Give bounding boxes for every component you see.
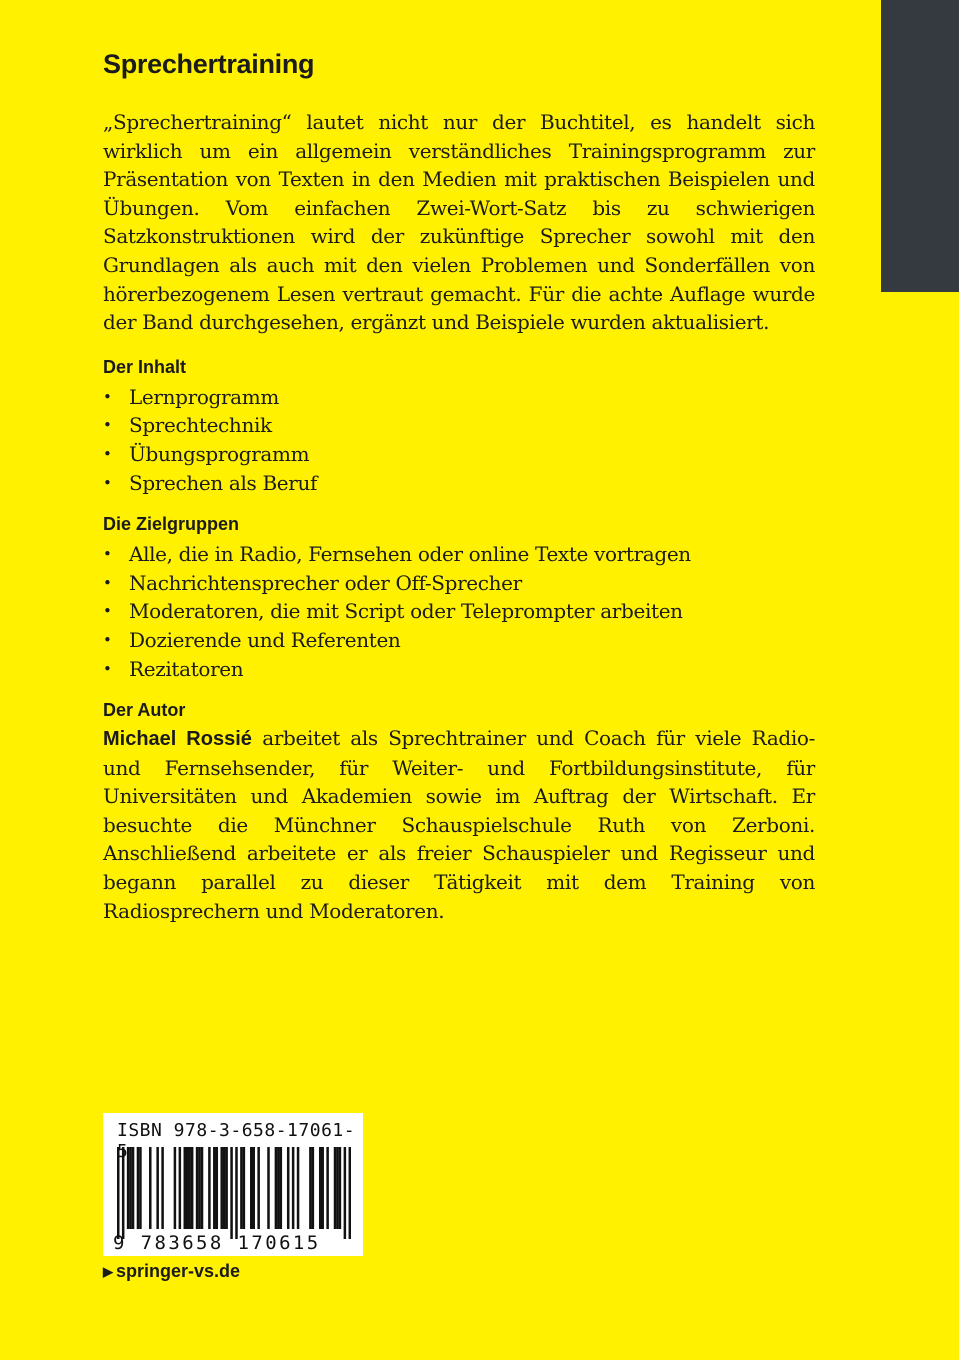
barcode-bar <box>235 1147 238 1239</box>
barcode-bar <box>225 1147 228 1229</box>
barcode-bars <box>117 1147 351 1239</box>
barcode-bar <box>156 1147 159 1229</box>
list-item: • Dozierende und Referenten <box>103 626 815 655</box>
author-bio: arbeitet als Sprechtrainer und Coach für viele Radio- und Fernsehsender, für Weiter- und Fortbildungsinstitute, für Universitäten und Akademien sowie im Auftrag der Wirtschaft. Er besuchte die Münchner Schauspielschule Ruth von Zerboni. Anschließend arbeitete er als freier Schauspieler und Regisseur und begann parallel zu dieser Tätigkeit mit dem Training von Radiosprechern und Moderatoren. <box>103 726 815 923</box>
barcode-bar <box>292 1147 295 1229</box>
barcode-bar <box>184 1147 187 1229</box>
barcode-bar <box>321 1147 324 1229</box>
barcode-bar <box>250 1147 253 1229</box>
zielgruppen-heading: Die Zielgruppen <box>103 514 240 535</box>
barcode-bar <box>230 1147 233 1239</box>
barcode-bar <box>339 1147 342 1229</box>
barcode-bar <box>127 1147 130 1229</box>
list-item: • Alle, die in Radio, Fernsehen oder online Texte vortragen <box>103 540 815 569</box>
barcode-bar <box>257 1147 260 1229</box>
barcode-bar <box>117 1147 120 1239</box>
barcode-bar <box>287 1147 290 1229</box>
barcode-bar <box>208 1147 211 1229</box>
barcode-bar <box>220 1147 223 1229</box>
barcode-bar <box>309 1147 312 1229</box>
side-band <box>881 0 959 292</box>
back-cover-content <box>103 46 815 925</box>
barcode-bar <box>240 1147 243 1229</box>
barcode-bar <box>267 1147 270 1229</box>
barcode-bar <box>122 1147 125 1239</box>
author-paragraph <box>103 724 815 925</box>
barcode-bar <box>349 1147 351 1239</box>
barcode-bar <box>174 1147 177 1229</box>
barcode-bar <box>179 1147 182 1229</box>
barcode-bar <box>252 1147 255 1229</box>
inhalt-list <box>103 383 815 497</box>
list-item: • Übungsprogramm <box>103 440 815 469</box>
barcode-bar <box>186 1147 189 1229</box>
list-item: • Rezitatoren <box>103 655 815 684</box>
barcode-bar <box>243 1147 246 1229</box>
isbn-label: ISBN 978-3-658-17061- <box>117 1120 356 1141</box>
barcode-bar <box>191 1147 194 1229</box>
barcode-bar <box>196 1147 199 1229</box>
barcode-bar <box>326 1147 329 1229</box>
barcode-bar <box>334 1147 337 1229</box>
list-item: • Sprechen als Beruf <box>103 469 815 498</box>
isbn-barcode <box>103 1113 363 1256</box>
barcode-bar <box>198 1147 201 1229</box>
barcode-bar <box>223 1147 226 1229</box>
barcode-bar <box>137 1147 140 1229</box>
barcode-bar <box>297 1147 300 1229</box>
barcode-bar <box>149 1147 152 1229</box>
barcode-bar <box>129 1147 132 1229</box>
barcode-bar <box>344 1147 347 1239</box>
barcode-bar <box>336 1147 339 1229</box>
author-name: Michael Rossié <box>103 728 252 751</box>
zielgruppen-list <box>103 540 815 683</box>
book-title: Sprechertraining <box>103 49 315 79</box>
list-item: • Sprechtechnik <box>103 411 815 440</box>
barcode-bar <box>216 1147 219 1229</box>
barcode-bar <box>201 1147 204 1229</box>
inhalt-heading: Der Inhalt <box>103 356 187 377</box>
barcode-bar <box>213 1147 216 1229</box>
barcode-bar <box>277 1147 280 1229</box>
barcode-bar <box>280 1147 283 1229</box>
barcode-bar <box>312 1147 315 1229</box>
intro-paragraph: „Sprechertraining“ lautet nicht nur der Buchtitel, es handelt sich wirklich um ein allgemein verständliches Trainingsprogramm zur Präsentation von Texten in den Medien mit praktischen Beispielen und Übungen. Vom einfachen Zwei-Wort-Satz bis zu schwierigen Satzkonstruktionen wird der zukünftige Sprecher sowohl mit den Grundlagen als auch mit den vielen Problemen und Sonderfällen von hörerbezogenem Lesen vertraut gemacht. Für die achte Auflage wurde der Band durchgesehen, ergänzt und Beispiele wurden aktualisiert. <box>103 110 815 335</box>
barcode-bar <box>132 1147 135 1229</box>
list-item: • Nachrichtensprecher oder Off-Sprecher <box>103 569 815 598</box>
list-item: • Moderatoren, die mit Script oder Teleprompter arbeiten <box>103 597 815 626</box>
arrow-right-icon: ▶ <box>103 1263 113 1279</box>
autor-heading: Der Autor <box>103 700 186 721</box>
ean-digits: 9 783658 170615 <box>113 1232 321 1254</box>
publisher-link-label: springer-vs.de <box>116 1261 241 1281</box>
barcode-bar <box>319 1147 322 1229</box>
barcode-bar <box>139 1147 142 1229</box>
list-item: • Lernprogramm <box>103 383 815 412</box>
barcode-bar <box>188 1147 191 1229</box>
barcode-bar <box>275 1147 278 1229</box>
barcode-bar <box>161 1147 164 1229</box>
publisher-link[interactable] <box>103 1261 240 1282</box>
